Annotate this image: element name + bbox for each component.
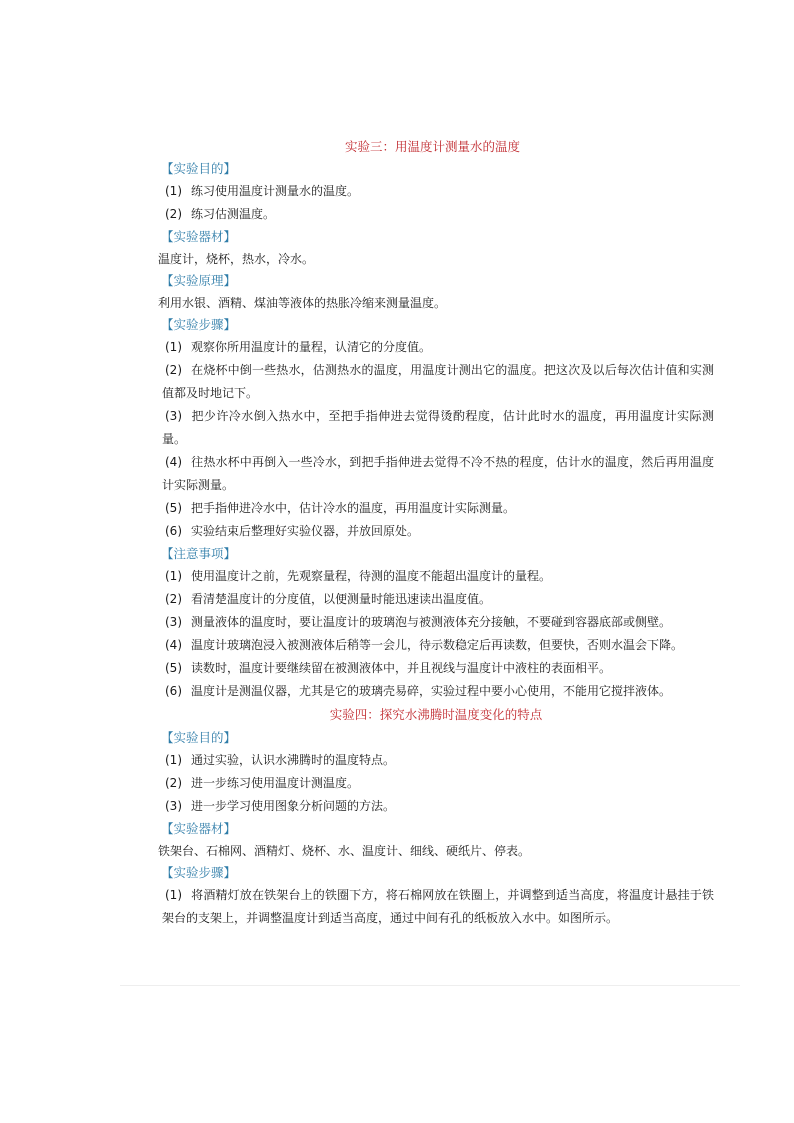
exp3-principle-text: 利用水银、酒精、煤油等液体的热胀冷缩来测量温度。: [158, 296, 447, 310]
item-text: 读数时，温度计要继续留在被测液体中，并且视线与温度计中液柱的表面相平。: [191, 661, 612, 675]
item-text: 进一步练习使用温度计测温度。: [191, 776, 360, 790]
list-item: [158, 565, 714, 588]
list-item: [158, 611, 714, 634]
item-number: (5): [165, 501, 182, 515]
list-item: [158, 405, 714, 451]
item-number: (3): [165, 799, 182, 813]
exp4-purpose-heading: 【实验目的】: [161, 730, 237, 745]
item-text: 在烧杯中倒一些热水，估测热水的温度，用温度计测出它的温度。把这次及以后每次估计值和实测值都及时地记下。: [162, 363, 714, 400]
exp4-title: 实验四：探究水沸腾时温度变化的特点: [329, 707, 543, 722]
item-number: (1): [165, 753, 182, 767]
item-text: 往热水杯中再倒入一些冷水，到把手指伸进去觉得不冷不热的程度，估计水的温度，然后再用温度计实际测量。: [162, 455, 714, 492]
item-text: 使用温度计之前，先观察量程，待测的温度不能超出温度计的量程。: [191, 569, 552, 583]
list-item: [158, 359, 714, 405]
exp3-steps-heading: 【实验步骤】: [161, 317, 237, 332]
list-item: [158, 795, 714, 818]
page-divider: [120, 985, 740, 986]
item-text: 测量液体的温度时，要让温度计的玻璃泡与被测液体充分接触，不要碰到容器底部或侧壁。: [191, 615, 672, 629]
list-item: [158, 634, 714, 657]
item-text: 温度计是测温仪器，尤其是它的玻璃壳易碎，实验过程中要小心使用，不能用它搅拌液体。: [191, 684, 672, 698]
list-item: [158, 497, 714, 520]
list-item: [158, 749, 714, 772]
list-item: [158, 884, 714, 930]
item-number: (4): [165, 638, 182, 652]
exp4-materials-heading: 【实验器材】: [161, 821, 237, 836]
item-text: 通过实验，认识水沸腾时的温度特点。: [191, 753, 396, 767]
list-item: [158, 180, 714, 203]
list-item: [158, 657, 714, 680]
item-text: 将酒精灯放在铁架台上的铁圈下方，将石棉网放在铁圈上，并调整到适当高度，将温度计悬挂于铁架台的支架上，并调整温度计到适当高度，通过中间有孔的纸板放入水中。如图所示。: [162, 888, 714, 925]
exp3-materials-heading: 【实验器材】: [161, 229, 237, 244]
exp3-materials-text: 温度计，烧杯，热水，冷水。: [158, 252, 315, 266]
item-text: 实验结束后整理好实验仪器，并放回原处。: [191, 524, 420, 538]
item-number: (5): [165, 661, 182, 675]
item-number: (6): [165, 684, 182, 698]
item-text: 温度计玻璃泡浸入被测液体后稍等一会儿，待示数稳定后再读数，但要快，否则水温会下降。: [191, 638, 684, 652]
item-number: (1): [165, 340, 182, 354]
item-number: (2): [165, 207, 182, 221]
item-text: 看清楚温度计的分度值，以便测量时能迅速读出温度值。: [191, 592, 492, 606]
list-item: [158, 680, 714, 703]
item-number: (1): [165, 569, 182, 583]
item-number: (6): [165, 524, 182, 538]
item-number: (4): [165, 455, 182, 469]
item-text: 把手指伸进冷水中，估计冷水的温度，再用温度计实际测量。: [191, 501, 516, 515]
exp3-principle-heading: 【实验原理】: [161, 273, 237, 288]
exp4-materials-text: 铁架台、石棉网、酒精灯、烧杯、水、温度计、细线、硬纸片、停表。: [158, 844, 531, 858]
item-number: (3): [165, 615, 182, 629]
list-item: [158, 451, 714, 497]
list-item: [158, 772, 714, 795]
exp3-notes-heading: 【注意事项】: [161, 546, 237, 561]
item-number: (2): [165, 363, 182, 377]
item-text: 把少许冷水倒入热水中，至把手指伸进去觉得烫酌程度，估计此时水的温度，再用温度计实际测量。: [162, 409, 714, 446]
item-text: 进一步学习使用图象分析问题的方法。: [191, 799, 396, 813]
content: [158, 158, 714, 930]
list-item: [158, 203, 714, 226]
list-item: [158, 520, 714, 543]
item-text: 观察你所用温度计的量程，认清它的分度值。: [191, 340, 432, 354]
list-item: [158, 588, 714, 611]
item-number: (1): [165, 184, 182, 198]
item-text: 练习使用温度计测量水的温度。: [191, 184, 360, 198]
item-number: (3): [165, 409, 182, 423]
exp3-purpose-heading: 【实验目的】: [161, 161, 237, 176]
item-text: 练习估测温度。: [191, 207, 276, 221]
exp4-steps-heading: 【实验步骤】: [161, 865, 237, 880]
item-number: (2): [165, 776, 182, 790]
item-number: (2): [165, 592, 182, 606]
exp3-title: 实验三：用温度计测量水的温度: [344, 139, 520, 154]
list-item: [158, 336, 714, 359]
item-number: (1): [165, 888, 182, 902]
